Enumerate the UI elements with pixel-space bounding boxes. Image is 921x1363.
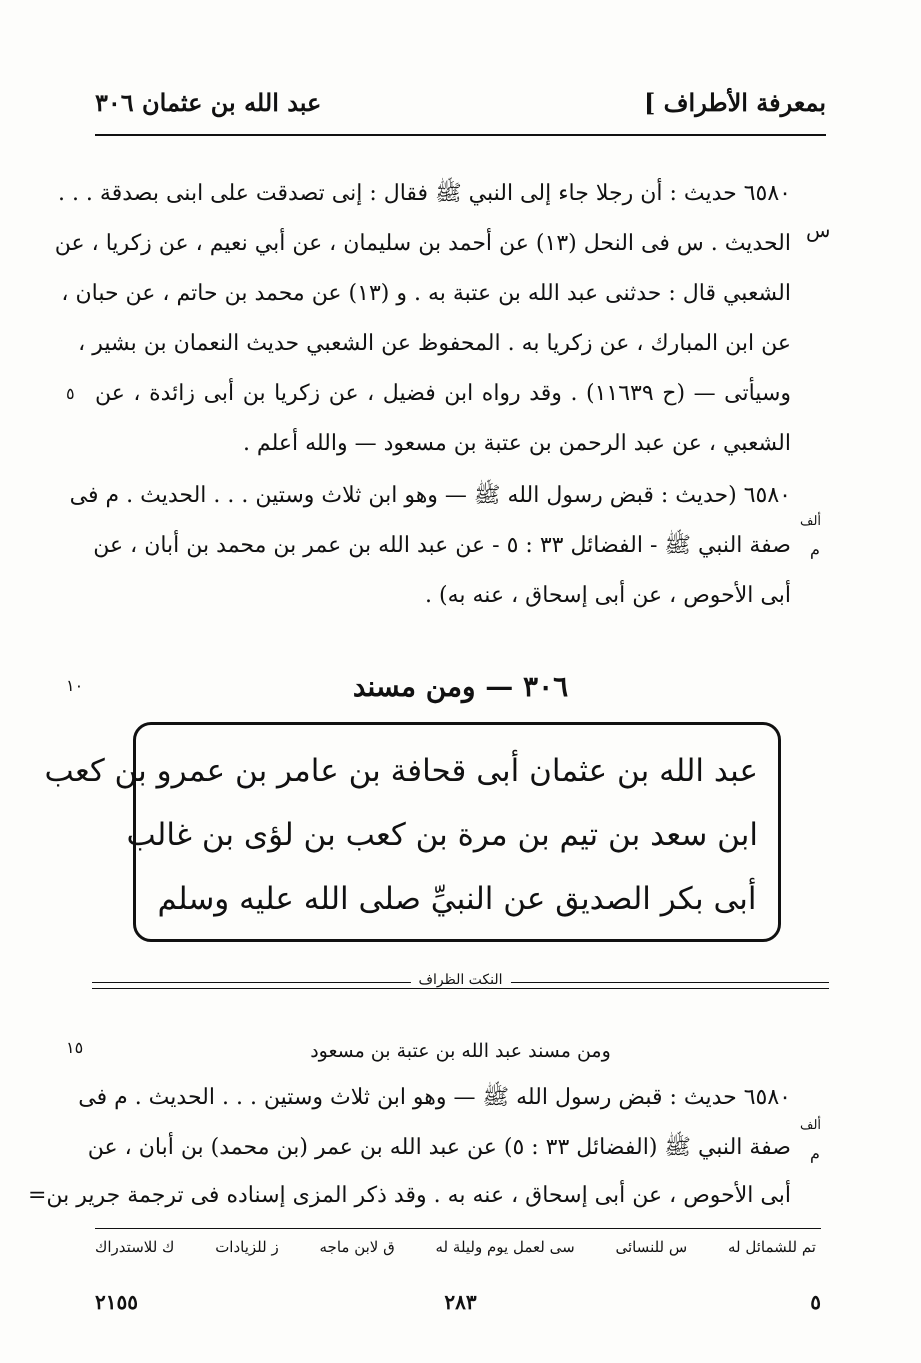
abbrev-item: س للنسائى xyxy=(615,1238,688,1256)
entry1-line: عن ابن المبارك ، عن زكريا به . المحفوظ عن الشعبي حديث النعمان بن بشير ، xyxy=(78,331,791,356)
entry3-line: صفة النبي ﷺ (الفضائل ٣٣ : ٥) عن عبد الله بن عمر (بن محمد) بن أبان ، عن xyxy=(87,1135,791,1160)
box-line: أبى بكر الصديق عن النبيِّ صلى الله عليه وسلم xyxy=(157,881,757,917)
margin-siglum: م xyxy=(810,1144,820,1163)
header-book-title: بمعرفة الأطراف ] xyxy=(643,88,826,117)
divider-label: النكت الظراف xyxy=(410,972,510,988)
box-line: ابن سعد بن تيم بن مرة بن كعب بن لؤى بن غالب xyxy=(126,817,758,853)
entry2-line: صفة النبي ﷺ - الفضائل ٣٣ : ٥ - عن عبد الله بن عمر بن محمد بن أبان ، عن xyxy=(93,533,791,558)
entry3-line: ٦٥٨٠ حديث : قبض رسول الله ﷺ — وهو ابن ثلاث وستين . . . الحديث . م فى xyxy=(78,1085,791,1110)
entry2-line: ٦٥٨٠ (حديث : قبض رسول الله ﷺ — وهو ابن ثلاث وستين . . . الحديث . م فى xyxy=(69,483,791,508)
entry2-line: أبى الأحوص ، عن أبى إسحاق ، عنه به) . xyxy=(425,583,791,608)
entry1-line: ٦٥٨٠ حديث : أن رجلا جاء إلى النبي ﷺ فقال : إنى تصدقت على ابنى بصدقة . . . xyxy=(57,181,791,206)
subsection-title: ومن مسند عبد الله بن عتبة بن مسعود xyxy=(310,1040,611,1062)
abbrev-item: سى لعمل يوم وليلة له xyxy=(435,1238,575,1256)
abbrev-item: ز للزيادات xyxy=(215,1238,279,1256)
entry1-line: وسيأتى — (ح ١١٦٣٩) . وقد رواه ابن فضيل ، عن زكريا بن أبى زائدة ، عن xyxy=(95,381,792,406)
entry1-line: الشعبي ، عن عبد الرحمن بن عتبة بن مسعود — والله أعلم . xyxy=(242,431,791,456)
box-line: عبد الله بن عثمان أبى قحافة بن عامر بن عمرو بن كعب xyxy=(44,753,758,789)
section-title: ٣٠٦ — ومن مسند xyxy=(352,670,569,703)
abbrev-item: ق لابن ماجه xyxy=(319,1238,395,1256)
footer-rule xyxy=(95,1228,821,1229)
header-section-title: عبد الله بن عثمان ٣٠٦ xyxy=(95,88,322,117)
page-number: ٢٨٣ xyxy=(444,1290,477,1314)
line-number: ١٥ xyxy=(66,1038,84,1057)
entry3-line: أبى الأحوص ، عن أبى إسحاق ، عنه به . وقد ذكر المزى إسناده فى ترجمة جرير بن= xyxy=(27,1183,791,1208)
entry1-line: الشعبي قال : حدثنى عبد الله بن عتبة به . و (١٣) عن محمد بن حاتم ، عن حبان ، xyxy=(61,281,791,306)
abbrev-item: ك للاستدراك xyxy=(95,1238,175,1256)
nukat-divider xyxy=(92,972,829,996)
margin-siglum: ألف xyxy=(800,514,822,529)
margin-siglum: ألف xyxy=(800,1118,822,1133)
musnad-title-box xyxy=(44,722,781,942)
margin-siglum: س xyxy=(806,218,831,242)
line-number: ٥ xyxy=(66,384,75,403)
margin-siglum: م xyxy=(810,540,820,559)
footer-right-number: ٥ xyxy=(810,1290,821,1314)
header-rule xyxy=(95,134,826,136)
abbreviation-key xyxy=(95,1238,816,1256)
abbrev-item: تم للشمائل له xyxy=(727,1238,816,1256)
running-header xyxy=(95,88,826,117)
entry1-line: الحديث . س فى النحل (١٣) عن أحمد بن سليمان ، عن أبي نعيم ، عن زكريا ، عن xyxy=(54,231,791,256)
line-number: ١٠ xyxy=(66,676,84,695)
footer-left-number: ٢١٥٥ xyxy=(95,1290,138,1314)
